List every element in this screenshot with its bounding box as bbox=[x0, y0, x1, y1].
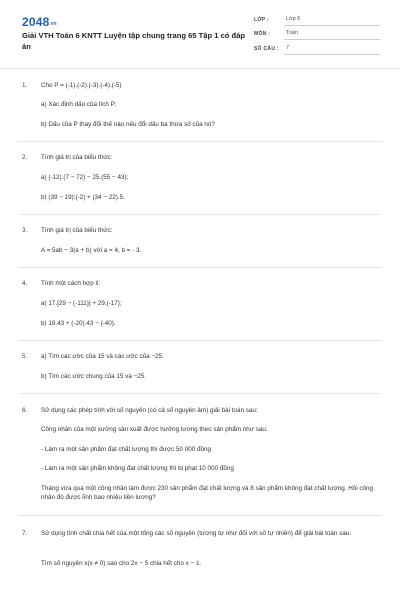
meta-count-value: 7 bbox=[284, 45, 380, 55]
question-number: 3. bbox=[22, 227, 28, 234]
question-line: b) Tìm các ước chung của 15 và −25. bbox=[41, 373, 147, 380]
question-line: Tính một cách hợp lí: bbox=[41, 280, 101, 287]
question-divider bbox=[18, 393, 382, 394]
question-line: a) (-12).(7 − 72) − 25.(55 − 43); bbox=[41, 174, 129, 181]
question-number: 4. bbox=[22, 280, 28, 287]
question-line: b) 19.43 + (-20).43 − (-40). bbox=[41, 320, 116, 327]
brand-suffix: vn bbox=[50, 21, 57, 27]
question-line: Sử dụng các phép tính với số nguyên (có cả số nguyên âm) giải bài toán sau: bbox=[41, 407, 258, 414]
meta-subject-label: MÔN : bbox=[254, 31, 271, 37]
meta-subject bbox=[254, 31, 380, 42]
question-line: - Làm ra một sản phẩm đạt chất lượng thì được 50 000 đồng bbox=[41, 446, 212, 453]
question-number: 7. bbox=[22, 530, 28, 537]
brand-logo[interactable] bbox=[22, 15, 57, 29]
question-line: Sử dụng tính chất chia hết của một tổng các số nguyên (tương tự như đối với số tự nhiên) để giải bài toán sau: bbox=[41, 530, 352, 537]
question-divider bbox=[18, 515, 382, 516]
question-line: Công nhân của một xưởng sản xuất được hưởng lương theo sản phẩm như sau: bbox=[41, 426, 268, 433]
question-divider bbox=[18, 141, 382, 142]
question-number: 6. bbox=[22, 407, 28, 414]
question-number: 5. bbox=[22, 353, 28, 360]
question-line: Tính giá trị của biểu thức: bbox=[41, 154, 113, 161]
meta-class-label: LỚP : bbox=[254, 17, 270, 23]
question-number: 1. bbox=[22, 82, 28, 89]
question-line: b) (39 − 19):(-2) + (34 − 22).5. bbox=[41, 194, 125, 201]
question-line: Tính giá trị của biểu thức: bbox=[41, 227, 113, 234]
document-header bbox=[0, 0, 400, 69]
question-line: a) 17.[29 − (-111)] + 29.(-17); bbox=[41, 300, 122, 307]
question-line: b) Dấu của P thay đổi thế nào nếu đổi dấu ba thừa số của nó? bbox=[41, 121, 215, 128]
question-divider bbox=[18, 214, 382, 215]
meta-count bbox=[254, 46, 380, 57]
question-line: a) Xác định dấu của tích P; bbox=[41, 101, 117, 108]
meta-class-value: Lớp 6 bbox=[284, 16, 380, 26]
meta-count-label: SỐ CÂU : bbox=[254, 46, 279, 52]
meta-class bbox=[254, 17, 380, 28]
question-divider bbox=[18, 267, 382, 268]
question-line: A = 5ab − 3(a + b) với a = 4, b = - 3. bbox=[41, 247, 142, 254]
meta-subject-value: Toán bbox=[284, 30, 380, 40]
question-line: a) Tìm các ước của 15 và các ước của −25. bbox=[41, 353, 164, 360]
question-line: Tháng vừa qua một công nhân làm được 230 sản phẩm đạt chất lượng và 8 sản phẩm không đạt chất lượng. Hỏi công nhân đó được lĩnh bao nhiêu tiền lương? bbox=[41, 485, 374, 501]
document-title: Giải VTH Toán 6 KNTT Luyện tập chung trang 65 Tập 1 có đáp án bbox=[22, 31, 246, 51]
question-line: - Làm ra một sản phẩm không đạt chất lượng thì bị phạt 10 000 đồng bbox=[41, 465, 234, 472]
question-divider bbox=[18, 340, 382, 341]
question-number: 2. bbox=[22, 154, 28, 161]
question-line: Cho P = (-1).(-2).(-3).(-4).(-5) bbox=[41, 82, 122, 89]
brand-name: 2048 bbox=[22, 15, 50, 29]
question-line: Tìm số nguyên x(x ≠ 0) sao cho 2x − 5 chia hết cho x − 1. bbox=[41, 560, 202, 567]
